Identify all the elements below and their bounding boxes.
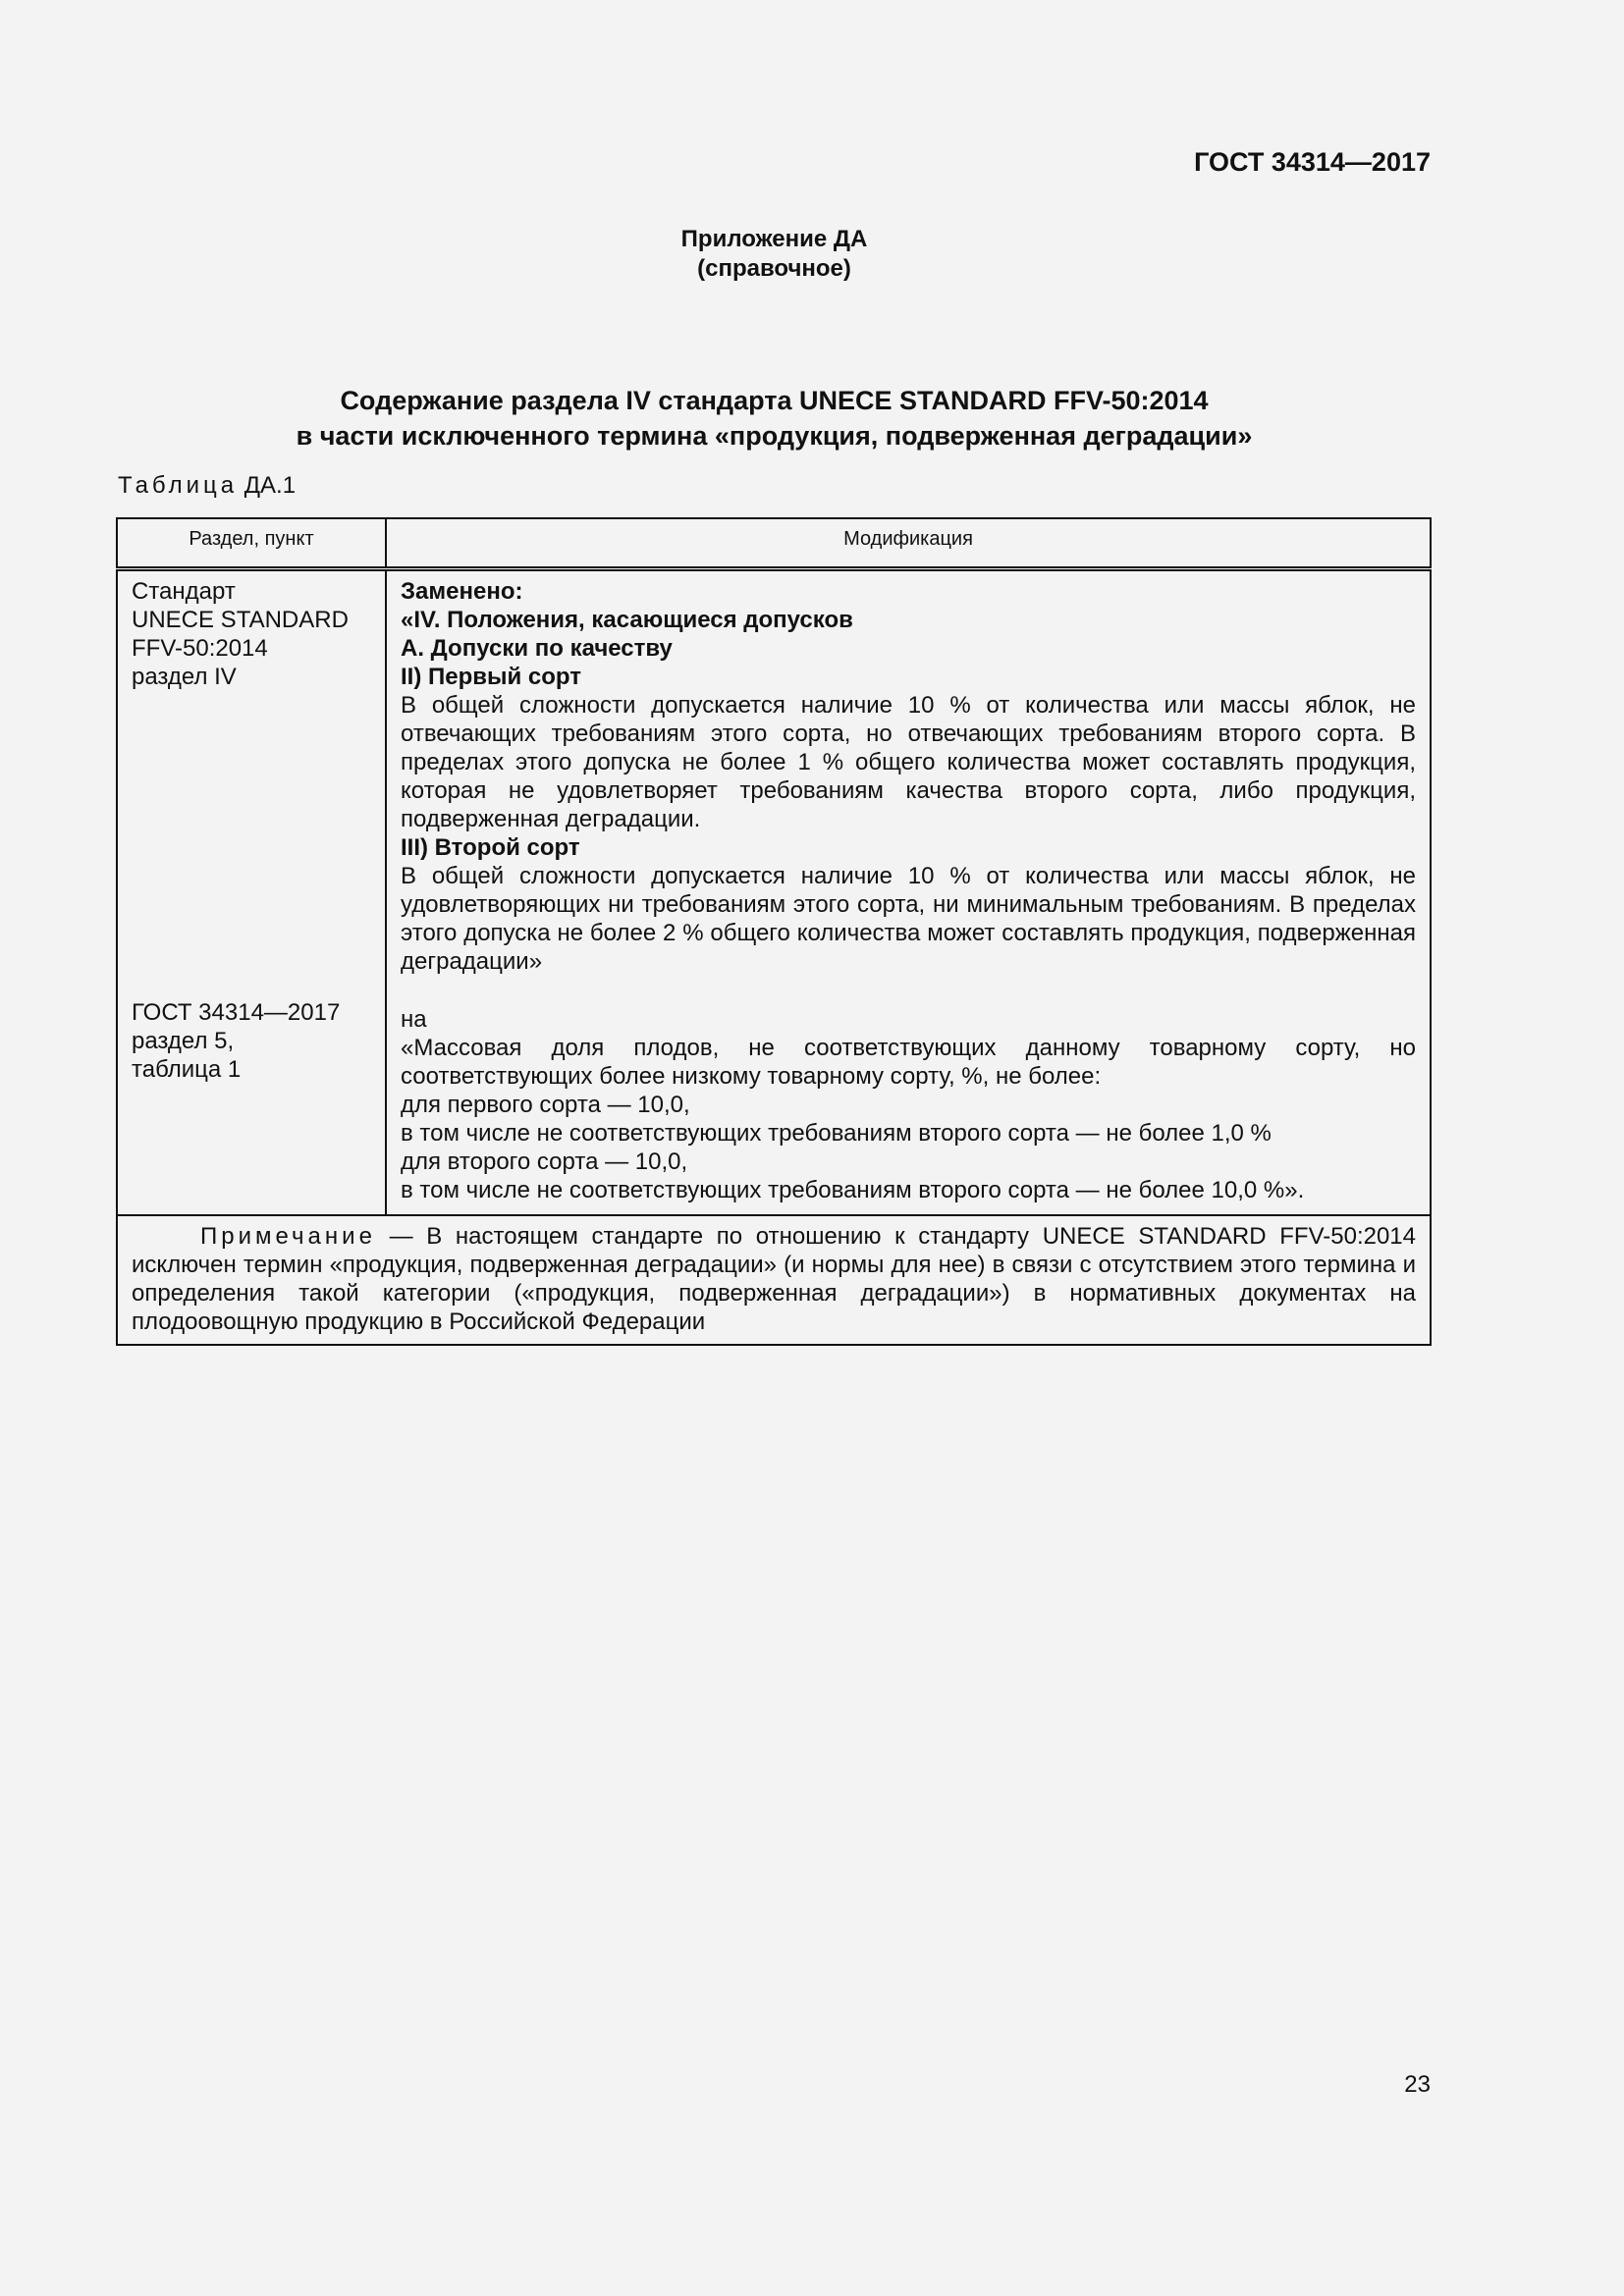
- second-grade-text: В общей сложности допускается наличие 10 % от количества или массы яблок, не удовлетворяющих ни требованиям этого сорта, ни минимальным требованиям. В пределах этого допуска не более 2 % общего количества может составлять продукция, подверженная деградации»: [401, 863, 1416, 975]
- first-grade-title: II) Первый сорт: [401, 664, 582, 690]
- norm-line: для первого сорта — 10,0,: [401, 1092, 690, 1118]
- section-line: UNECE STANDARD: [132, 607, 349, 633]
- page-number: 23: [1404, 2071, 1431, 2098]
- section-line: раздел IV: [132, 664, 237, 690]
- note-text: — В настоящем стандарте по отношению к стандарту UNECE STANDARD FFV-50:2014 исключен термин «продукция, подверженная деградации» (и нормы для нее) в связи с отсутствием этого термина и определения такой категории («продукция, подверженная деградации») в нормативных документах на плодоовощную продукцию в Российской Федерации: [132, 1223, 1416, 1335]
- section-heading-line-2: в части исключенного термина «продукция, подверженная деградации»: [296, 421, 1253, 451]
- section-line: ГОСТ 34314—2017: [132, 999, 341, 1026]
- table-caption-number: ДА.1: [244, 472, 297, 499]
- note-cell: [117, 1215, 1431, 1345]
- subsection-title: А. Допуски по качеству: [401, 635, 673, 662]
- first-grade-text: В общей сложности допускается наличие 10 % от количества или массы яблок, не отвечающих требованиям этого сорта, но отвечающих требованиям второго сорта. В пределах этого допуска не более 1 % общего количества может составлять продукция, которая не удовлетворяет требованиям качества второго сорта, либо продукция, подверженная деградации.: [401, 692, 1416, 832]
- note-row: [117, 1215, 1431, 1345]
- section-cell: [117, 569, 386, 1216]
- header-modification: Модификация: [386, 518, 1431, 569]
- table-row: [117, 569, 1431, 1216]
- section-line: FFV-50:2014: [132, 635, 268, 662]
- section-line: раздел 5,: [132, 1028, 235, 1054]
- appendix-subtitle: (справочное): [697, 255, 851, 282]
- section-line: Стандарт: [132, 578, 236, 605]
- appendix-title: Приложение ДА: [680, 226, 868, 252]
- document-id-header: ГОСТ 34314—2017: [1194, 147, 1431, 177]
- section-heading: [118, 383, 1431, 454]
- section-title: «IV. Положения, касающиеся допусков: [401, 607, 853, 633]
- norm-line: для второго сорта — 10,0,: [401, 1148, 688, 1175]
- on-label: на: [401, 1006, 427, 1033]
- table-caption: [118, 471, 296, 501]
- table-header-row: [117, 518, 1431, 569]
- replaced-label: Заменено:: [401, 578, 523, 605]
- table-caption-label: Таблица: [118, 472, 239, 499]
- mass-fraction-intro: «Массовая доля плодов, не соответствующих данному товарному сорту, но соответствующих более низкому товарному сорту, %, не более:: [401, 1035, 1416, 1090]
- second-grade-title: III) Второй сорт: [401, 834, 580, 861]
- note-label: Примечание: [200, 1223, 376, 1250]
- header-section: Раздел, пункт: [117, 518, 386, 569]
- section-heading-line-1: Содержание раздела IV стандарта UNECE STANDARD FFV-50:2014: [340, 386, 1209, 415]
- modification-table: [116, 517, 1432, 1346]
- norm-line: в том числе не соответствующих требованиям второго сорта — не более 10,0 %».: [401, 1177, 1305, 1203]
- appendix-title-block: [118, 225, 1431, 284]
- norm-line: в том числе не соответствующих требованиям второго сорта — не более 1,0 %: [401, 1120, 1272, 1147]
- modification-cell: [386, 569, 1431, 1216]
- section-line: таблица 1: [132, 1056, 242, 1083]
